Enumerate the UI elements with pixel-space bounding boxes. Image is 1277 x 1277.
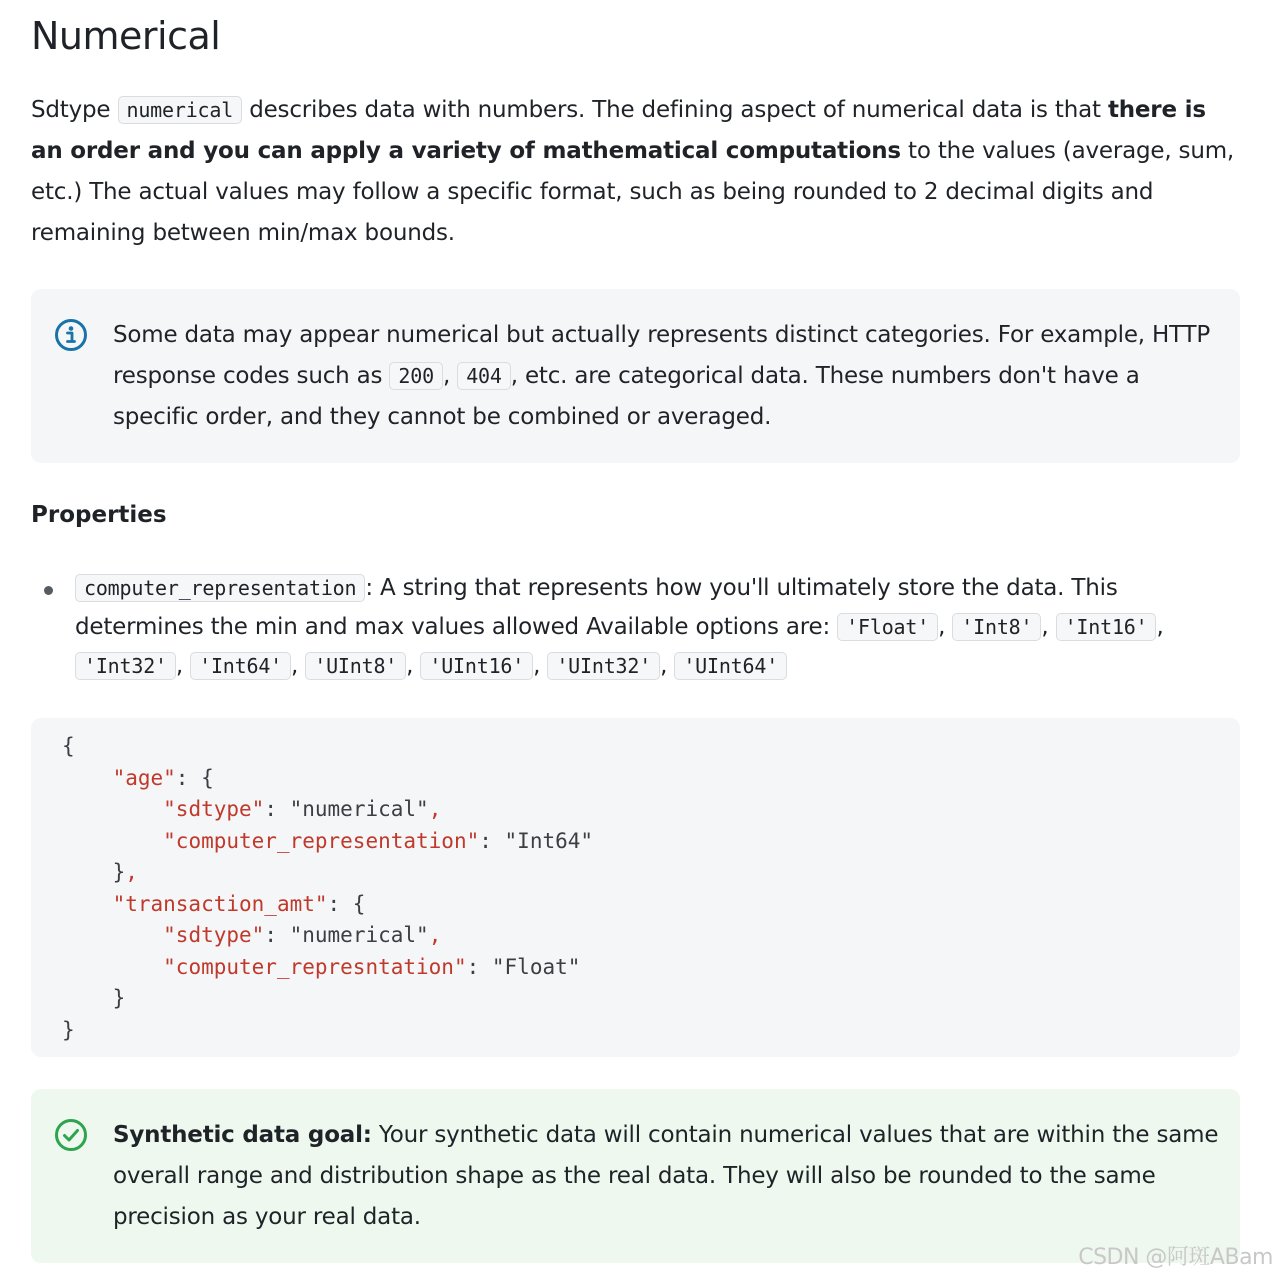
option-separator: ,	[406, 653, 421, 679]
option-code: 'Int8'	[952, 613, 1041, 641]
goal-label: Synthetic data goal:	[113, 1122, 372, 1148]
intro-bold-text: there is an order and you can apply a variety of mathematical computations	[31, 97, 1206, 164]
code-token: "numerical"	[289, 923, 429, 947]
option-code: 'Int64'	[190, 652, 291, 680]
code-line	[62, 923, 441, 947]
code-line	[62, 860, 138, 884]
goal-note-text	[113, 1115, 1220, 1238]
intro-paragraph	[31, 90, 1240, 254]
info-note	[31, 289, 1240, 463]
code-line	[62, 986, 125, 1010]
code-token: :	[479, 828, 505, 853]
code-token: "computer_representation"	[163, 828, 480, 853]
option-separator: ,	[1156, 614, 1164, 640]
code-token: "numerical"	[289, 797, 429, 821]
code-token: ,	[428, 923, 442, 947]
check-circle-icon	[54, 1118, 88, 1152]
option-code: 'Int32'	[75, 652, 176, 680]
code-token: ,	[428, 797, 442, 821]
list-item	[31, 569, 1240, 686]
code-line	[62, 1018, 75, 1042]
code-line	[62, 734, 75, 758]
code-token: :	[466, 954, 492, 979]
code-token: "transaction_amt"	[112, 891, 328, 916]
code-token: :	[264, 923, 290, 947]
properties-list	[31, 569, 1240, 686]
intro-text-3: to the values (average, sum, etc.) The actual values may follow a specific format, such as being rounded to 2 decimal digits and remaining between min/max bounds.	[31, 138, 1235, 246]
goal-text: Your synthetic data will contain numerical values that are within the same overall range and distribution shape as the real data. They will also be rounded to the same precision as your real data.	[113, 1122, 1219, 1230]
code-token: : {	[175, 765, 214, 790]
inline-code-200: 200	[389, 362, 443, 390]
option-code: 'UInt32'	[547, 652, 660, 680]
note-text-1: Some data may appear numerical but actually represents distinct categories. For example, HTTP response codes such as	[113, 322, 1211, 389]
doc-page	[31, 0, 1240, 1263]
code-token: "age"	[112, 765, 176, 790]
note-text-2: , etc. are categorical data. These numbers don't have a specific order, and they cannot be combined or averaged.	[113, 363, 1140, 430]
code-token: "sdtype"	[163, 797, 265, 821]
option-separator: ,	[938, 614, 953, 640]
code-line	[62, 766, 214, 790]
info-note-text	[113, 315, 1220, 438]
goal-note	[31, 1089, 1240, 1263]
code-token: }	[62, 1017, 75, 1042]
code-token: "computer_represntation"	[163, 954, 467, 979]
option-separator: ,	[660, 653, 675, 679]
note-separator: ,	[442, 363, 458, 389]
code-token: }	[112, 986, 126, 1010]
intro-text-1: Sdtype	[31, 97, 118, 123]
code-token: }	[112, 860, 126, 884]
inline-code-404: 404	[457, 362, 511, 390]
property-description: : A string that represents how you'll ultimately store the data. This determines the min and max values allowed Available options are:	[75, 575, 1118, 640]
option-code: 'UInt8'	[305, 652, 406, 680]
code-line	[62, 955, 580, 979]
code-line	[62, 829, 593, 853]
option-code: 'Float'	[837, 613, 938, 641]
inline-code-numerical: numerical	[118, 96, 243, 124]
code-token: "Int64"	[504, 828, 594, 853]
properties-heading: Properties	[31, 502, 167, 528]
info-icon	[54, 318, 88, 352]
option-code: 'UInt16'	[420, 652, 533, 680]
page-title: Numerical	[31, 14, 221, 58]
code-token: {	[62, 734, 75, 758]
code-line	[62, 892, 365, 916]
inline-code-computer-representation: computer_representation	[75, 574, 365, 602]
option-code: 'Int16'	[1056, 613, 1157, 641]
option-separator: ,	[1041, 614, 1056, 640]
code-token: "Float"	[491, 954, 581, 979]
option-code: 'UInt64'	[674, 652, 787, 680]
code-token: "sdtype"	[163, 923, 265, 947]
option-separator: ,	[533, 653, 548, 679]
intro-text-2: describes data with numbers. The defining aspect of numerical data is that	[242, 97, 1108, 123]
option-separator: ,	[175, 653, 191, 679]
code-token: : {	[327, 891, 366, 916]
option-separator: ,	[291, 653, 306, 679]
json-code-block	[31, 718, 1240, 1057]
code-token: :	[264, 797, 290, 821]
code-line	[62, 797, 441, 821]
code-token: ,	[125, 860, 138, 884]
watermark: CSDN @阿斑ABam	[1078, 1245, 1273, 1270]
